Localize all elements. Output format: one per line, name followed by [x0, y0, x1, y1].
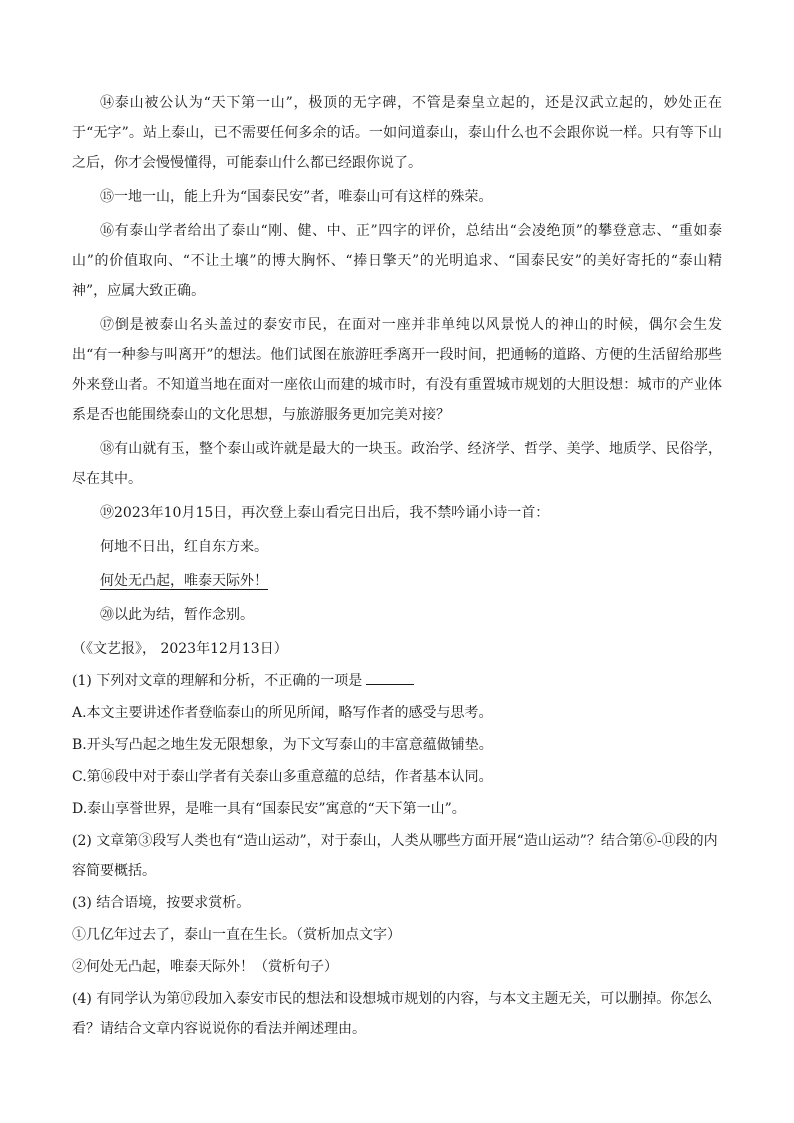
paragraph-14: ⑭泰山被公认为“天下第一山”，极顶的无字碑，不管是秦皇立起的，还是汉武立起的，妙处正在于“无字”。站上泰山，已不需要任何多余的话。一如问道泰山，泰山什么也不会跟你说一样。只有等下山之后，你才会慢慢懂得，可能泰山什么都已经跟你说了。	[72, 95, 722, 171]
paragraph-16: ⑯有泰山学者给出了泰山“刚、健、中、正”四字的评价，总结出“会凌绝顶”的攀登意志、“重如泰山”的价值取向、“不让土壤”的博大胸怀、“捧日擎天”的光明追求、“国泰民安”的美好寄托的“泰山精神”，应属大致正确。	[72, 223, 722, 299]
question-1-option-b: B.开头写凸起之地生发无限想象，为下文写泰山的丰富意蕴做铺垫。	[72, 737, 493, 753]
question-1-stem	[72, 666, 722, 696]
paragraph-17: ⑰倒是被泰山名头盖过的泰安市民，在面对一座并非单纯以风景悦人的神山的时候，偶尔会生发出“有一种参与叫离开”的想法。他们试图在旅游旺季离开一段时间，把通畅的道路、方便的生活留给那些外来登山者。不知道当地在面对一座依山而建的城市时，有没有重置城市规划的大胆设想：城市的产业体系是否也能围绕泰山的文化思想，与旅游服务更加完美对接？	[72, 317, 722, 423]
question-3-stem: (3) 结合语境，按要求赏析。	[72, 895, 251, 911]
question-1-option-c: C.第⑯段中对于泰山学者有关泰山多重意蕴的总结，作者基本认同。	[72, 769, 493, 785]
question-1-text: (1) 下列对文章的理解和分析，不正确的一项是	[72, 673, 363, 689]
paragraph-18: ⑱有山就有玉，整个泰山或许就是最大的一块玉。政治学、经济学、哲学、美学、地质学、民俗学，尽在其中。	[72, 441, 722, 487]
question-3-item-2: ②何处无凸起，唯泰天际外！（赏析句子）	[72, 959, 338, 975]
paragraph-15: ⑮一地一山，能上升为“国泰民安”者，唯泰山可有这样的殊荣。	[100, 189, 493, 205]
question-2: (2) 文章第③段写人类也有“造山运动”，对于泰山，人类从哪些方面开展“造山运动”？结合第⑥-⑪段的内容简要概括。	[72, 833, 718, 879]
paragraph-20: ⑳以此为结，暂作念别。	[100, 607, 254, 623]
question-1-option-a: A.本文主要讲述作者登临泰山的所见所闻，略写作者的感受与思考。	[72, 705, 493, 721]
question-4: (4) 有同学认为第⑰段加入泰安市民的想法和设想城市规划的内容，与本文主题无关，可以删掉。你怎么看？请结合文章内容说说你的看法并阐述理由。	[72, 991, 713, 1037]
question-1-option-d: D.泰山享誉世界，是唯一具有“国泰民安”寓意的“天下第一山”。	[72, 801, 466, 817]
source-citation: （《文艺报》， 2023年12月13日）	[72, 641, 288, 657]
answer-blank	[366, 670, 414, 685]
question-3-item-1: ①几亿年过去了，泰山一直在生长。（赏析加点文字）	[72, 927, 401, 943]
document-page	[72, 88, 722, 1046]
poem-line-2	[72, 566, 722, 596]
poem-line-2-text: 何处无凸起，唯泰天际外！	[100, 573, 268, 589]
poem-line-1: 何地不日出，红自东方来。	[100, 539, 268, 555]
paragraph-19: ⑲2023年10月15日，再次登上泰山看完日出后，我不禁吟诵小诗一首：	[100, 505, 550, 521]
